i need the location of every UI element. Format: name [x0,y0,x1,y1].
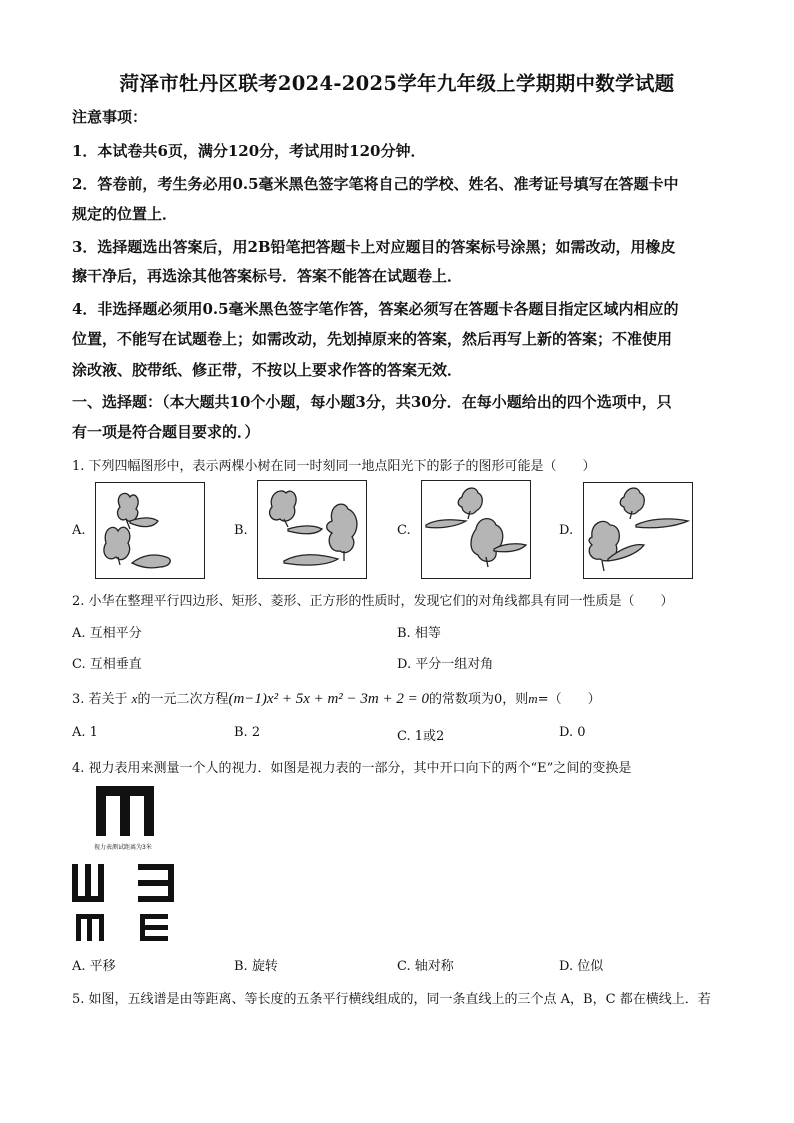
q4-option-a: A. 平移 [72,959,116,974]
notice-item-3: 3．选择题选出答案后，用2B铅笔把答题卡上对应题目的答案标号涂黑；如需改动，用橡皮 [72,238,676,256]
notice-item-4: 4．非选择题必须用0.5毫米黑色签字笔作答，答案必须写在答题卡各题目指定区域内相应的 [72,300,679,318]
notice-heading: 注意事项： [72,108,148,126]
q3-option-c: C. 1或2 [397,729,445,744]
q2-option-b: B. 相等 [397,626,441,641]
q1-option-a-label: A. [72,523,86,538]
section-heading: 一、选择题：（本大题共10个小题，每小题3分，共30分．在每小题给出的四个选项中，只 [72,393,672,411]
q3-stem-pre: 3. 若关于 [72,692,132,707]
e-letter-right [140,914,168,941]
q2-option-a: A. 互相平分 [72,626,142,641]
notice-item-4-cont: 位置，不能写在试题卷上；如需改动，先划掉原来的答案，然后再写上新的答案；不准使用 [72,330,673,348]
tree-shadow-figure-d [584,483,692,578]
notice-item-2: 2．答卷前，考生务必用0.5毫米黑色签字笔将自己的学校、姓名、准考证号填写在答题卡中 [72,175,679,193]
section-heading-cont: 有一项是符合题目要求的．） [72,423,260,441]
question-2-stem: 2. 小华在整理平行四边形、矩形、菱形、正方形的性质时，发现它们的对角线都具有同一性质是（ ） [72,594,674,609]
page-title: 菏泽市牡丹区联考2024-2025学年九年级上学期期中数学试题 [119,72,675,95]
q3-equation: (m−1)x² + 5x + m² − 3m + 2 = 0 [228,691,429,707]
eye-chart-caption: 视力表测试距离为3米 [94,844,152,851]
q3-stem-post: 的常数项为0，则 [429,692,529,707]
q1-option-d-figure [583,482,693,579]
q4-option-b: B. 旋转 [234,959,278,974]
q3-var-x: x [131,691,138,706]
q1-option-d-label: D. [559,523,574,538]
tree-shadow-figure-c [422,481,530,578]
q1-option-b-label: B. [234,523,248,538]
q3-var-m: m [528,691,538,706]
e-letter-down-small [76,914,104,941]
q3-stem-mid: 的一元二次方程 [137,692,229,707]
e-letter-down-large [96,786,154,836]
eye-chart-figure [72,786,180,946]
q4-option-c: C. 轴对称 [397,959,454,974]
notice-item-3-cont: 擦干净后，再选涂其他答案标号．答案不能答在试题卷上． [72,267,463,285]
e-letter-left [138,864,174,902]
q3-option-b: B. 2 [234,725,261,740]
q3-option-a: A. 1 [72,725,98,740]
q1-option-a-figure [95,482,205,579]
q2-option-d: D. 平分一组对角 [397,657,494,672]
question-5-stem: 5. 如图，五线谱是由等距离、等长度的五条平行横线组成的，同一条直线上的三个点 A，B，C 都在横线上．若 [72,992,711,1007]
q3-option-d: D. 0 [559,725,586,740]
notice-item-4-cont2: 涂改液、胶带纸、修正带，不按以上要求作答的答案无效． [72,361,463,379]
notice-item-2-cont: 规定的位置上． [72,205,178,223]
question-4-stem: 4. 视力表用来测量一个人的视力．如图是视力表的一部分，其中开口向下的两个“E”之间的变换是 [72,761,632,776]
notice-item-1: 1．本试卷共6页，满分120分，考试用时120分钟． [72,142,426,160]
eye-chart-svg [72,786,180,946]
question-1-stem: 1. 下列四幅图形中，表示两棵小树在同一时刻同一地点阳光下的影子的图形可能是（ ） [72,459,596,474]
tree-shadow-figure-b [258,481,366,578]
q2-option-c: C. 互相垂直 [72,657,142,672]
q1-option-b-figure [257,480,367,579]
q4-option-d: D. 位似 [559,959,604,974]
question-3-stem [72,688,601,708]
q3-stem-end: =（ ） [537,692,601,707]
e-letter-up [72,864,104,902]
q1-option-c-figure [421,480,531,579]
tree-shadow-figure-a [96,483,204,578]
q1-option-c-label: C. [397,523,411,538]
